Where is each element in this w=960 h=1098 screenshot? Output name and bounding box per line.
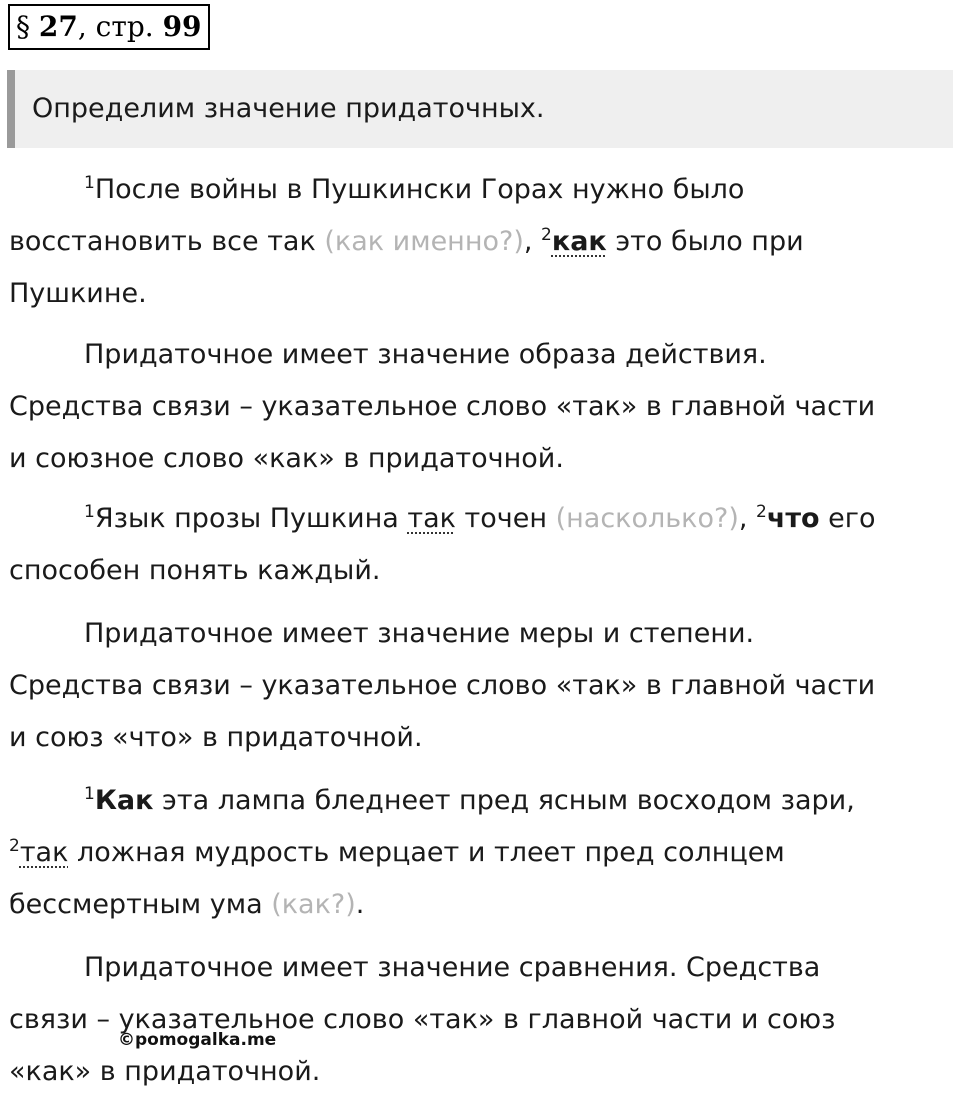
question-hint: (как?) (271, 889, 356, 920)
clause-number: 2 (9, 836, 20, 856)
example-2-line-2: способен понять каждый. (9, 555, 381, 586)
text-fragment: ложная мудрость мерцает и тлеет пред солнцем (68, 837, 785, 868)
text-fragment: , (523, 226, 542, 257)
text-fragment: его (819, 503, 876, 534)
text-fragment: Язык прозы Пушкина (94, 503, 408, 534)
example-3-line-1 (9, 775, 949, 827)
conjunction: что (766, 503, 820, 534)
example-1-line-2 (9, 216, 949, 268)
explanation-line: и союзное слово «как» в придаточной. (9, 443, 564, 474)
clause-number: 2 (756, 502, 767, 522)
example-3 (9, 775, 949, 931)
explanation-line: Средства связи – указательное слово «так» в главной части (9, 670, 876, 701)
page-number: 99 (162, 10, 202, 43)
clause-number: 2 (541, 225, 552, 245)
explanation-line: и союз «что» в придаточной. (9, 722, 423, 753)
text-fragment: . (355, 889, 365, 920)
text-fragment: это было при (606, 226, 804, 257)
question-hint: (насколько?) (555, 503, 739, 534)
page-label: , стр. (77, 10, 154, 43)
section-header (8, 4, 210, 50)
text-fragment: , (738, 503, 757, 534)
task-text: Определим значение придаточных. (32, 93, 545, 124)
question-hint: (как именно?) (324, 226, 524, 257)
clause-number: 1 (84, 502, 95, 522)
explanation-line: Средства связи – указательное слово «так» в главной части (9, 391, 876, 422)
task-bar (7, 70, 953, 148)
example-2-line-1 (9, 493, 949, 545)
conjunction: Как (94, 785, 154, 816)
explanation-line: Придаточное имеет значение образа действия. (84, 339, 767, 370)
explanation-line: Придаточное имеет значение меры и степени. (84, 618, 755, 649)
example-3-line-2 (9, 827, 949, 879)
watermark: ©pomogalka.me (118, 1030, 277, 1050)
demonstrative-word: так (19, 837, 69, 868)
text-fragment: восстановить все так (9, 226, 325, 257)
explanation-line: Придаточное имеет значение сравнения. Средства (84, 952, 821, 983)
example-1-explanation (9, 329, 949, 485)
example-1-line-3: Пушкине. (9, 278, 147, 309)
clause-number: 1 (84, 173, 95, 193)
example-1 (9, 164, 949, 320)
explanation-line: связи – указательное слово «так» в главной части и союз (9, 1004, 836, 1035)
text-fragment: бессмертным ума (9, 889, 272, 920)
conjunctive-word: как (551, 226, 607, 257)
example-3-line-3 (9, 879, 949, 931)
example-2 (9, 493, 949, 597)
section-number: 27 (38, 10, 78, 43)
text-fragment: эта лампа бледнеет пред ясным восходом зари, (153, 785, 855, 816)
demonstrative-word: так (407, 503, 456, 534)
example-2-explanation (9, 608, 949, 764)
explanation-line: «как» в придаточной. (9, 1056, 321, 1087)
text-fragment: После войны в Пушкински Горах нужно было (94, 174, 745, 205)
example-3-explanation (9, 942, 949, 1098)
text-fragment: точен (455, 503, 556, 534)
section-sign: § (16, 10, 30, 43)
example-1-line-1 (9, 164, 949, 216)
clause-number: 1 (84, 784, 95, 804)
